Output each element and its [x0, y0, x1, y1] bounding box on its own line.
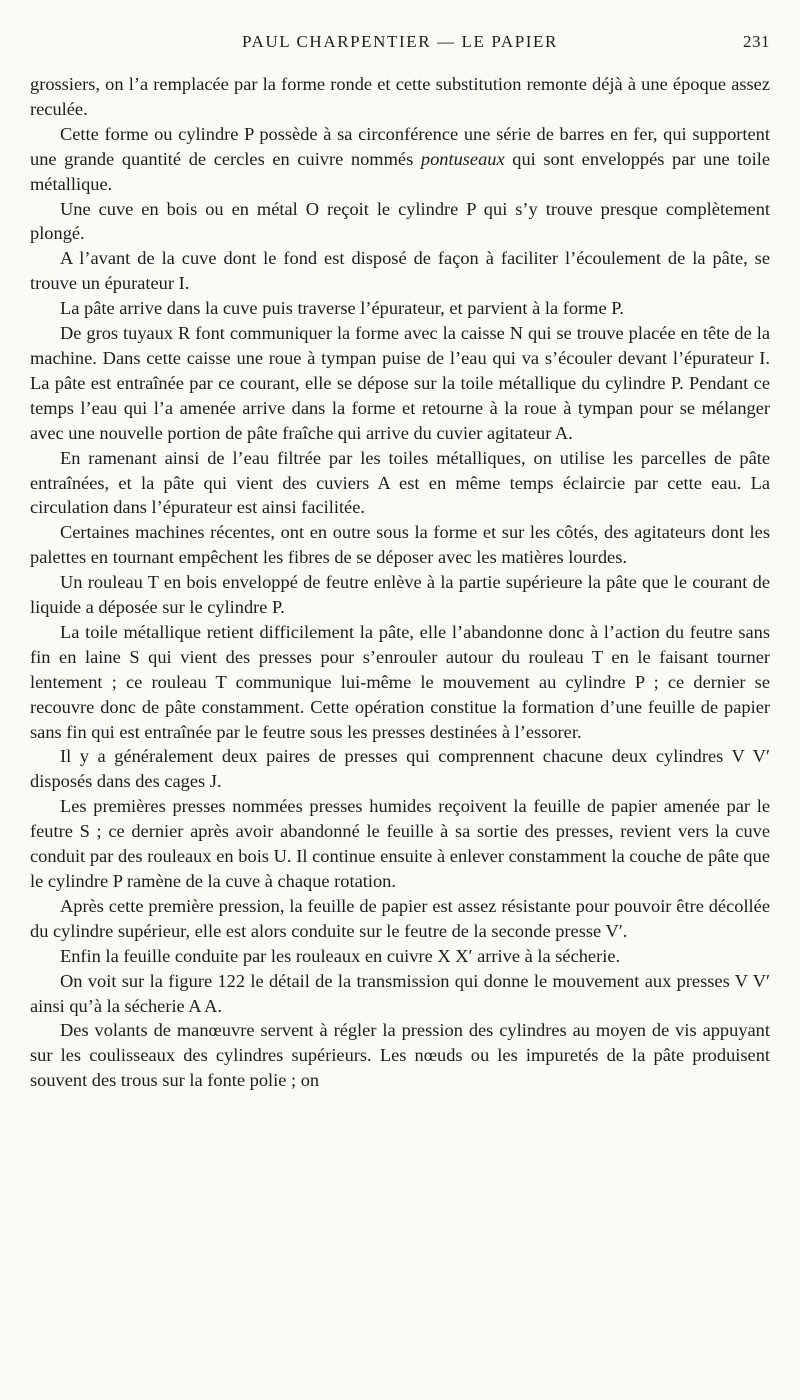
- paragraph: La pâte arrive dans la cuve puis traverse l’épurateur, et parvient à la forme P.: [60, 298, 625, 319]
- paragraph: Certaines machines récentes, ont en outre sous la forme et sur les côtés, des agitateurs dont les palettes en tournant empêchent les fibres de se déposer avec les matières lourdes.: [30, 522, 770, 568]
- paragraph-text: Cette forme ou cylindre P possède à sa circonférence une série de barres en fer, qui supportent une grande quantité de cercles en cuivre nommés: [30, 123, 770, 169]
- paragraph: Les premières presses nommées presses humides reçoivent la feuille de papier amenée par le feutre S ; ce dernier après avoir abandonné le feuille à sa sortie des presses, revient vers la cuve conduit par des rouleaux en bois U. Il continue ensuite à enlever constamment la couche de pâte que le cylindre P ramène de la cuve à chaque rotation.: [30, 796, 770, 891]
- paragraph: grossiers, on l’a remplacée par la forme ronde et cette substitution remonte déjà à une époque assez reculée.: [30, 74, 770, 119]
- paragraph: On voit sur la figure 122 le détail de la transmission qui donne le mouvement aux presses V V′ ainsi qu’à la sécherie A A.: [30, 970, 770, 1016]
- running-title: PAUL CHARPENTIER — LE PAPIER: [242, 32, 558, 51]
- page-header: [30, 32, 770, 58]
- body-text: [30, 72, 770, 1093]
- paragraph: La toile métallique retient difficilement la pâte, elle l’abandonne donc à l’action du feutre sans fin en laine S qui vient des presses pour s’enrouler autour du rouleau T en le faisant tourner lentement ; ce rouleau T communique lui-même le mouvement au cylindre P ; ce dernier se recouvre donc de pâte constamment. Cette opération constitue la formation d’une feuille de papier sans fin qui est entraînée par le feutre sous les presses destinées à l’essorer.: [30, 621, 770, 742]
- paragraph: Une cuve en bois ou en métal O reçoit le cylindre P qui s’y trouve presque complètement plongé.: [30, 198, 770, 244]
- paragraph: Il y a généralement deux paires de presses qui comprennent chacune deux cylindres V V′ disposés dans des cages J.: [30, 746, 770, 792]
- page-number: 231: [743, 32, 770, 51]
- paragraph: Un rouleau T en bois enveloppé de feutre enlève à la partie supérieure la pâte que le courant de liquide a déposée sur le cylindre P.: [30, 572, 770, 618]
- paragraph: Enfin la feuille conduite par les rouleaux en cuivre X X′ arrive à la sécherie.: [60, 945, 621, 966]
- paragraph: De gros tuyaux R font communiquer la forme avec la caisse N qui se trouve placée en tête de la machine. Dans cette caisse une roue à tympan puise de l’eau qui va s’écouler devant l’épurateur I. La pâte est entraînée par ce courant, elle se dépose sur la toile métallique du cylindre P. Pendant ce temps l’eau qui l’a amenée arrive dans la forme et retourne à la roue à tympan pour se mélanger avec une nouvelle portion de pâte fraîche qui arrive du cuvier agitateur A.: [30, 323, 770, 443]
- paragraph: Des volants de manœuvre servent à régler la pression des cylindres au moyen de vis appuyant sur les coulisseaux des cylindres supérieurs. Les nœuds ou les impuretés de la pâte produisent souvent des trous sur la fonte polie ; on: [30, 1020, 770, 1091]
- paragraph: A l’avant de la cuve dont le fond est disposé de façon à faciliter l’écoulement de la pâte, se trouve un épurateur I.: [30, 248, 770, 294]
- paragraph-text: qui sont enveloppés par une toile métallique.: [30, 148, 771, 194]
- paragraph: [30, 122, 770, 197]
- italic-term: pontuseaux: [420, 148, 505, 169]
- paragraph: En ramenant ainsi de l’eau filtrée par les toiles métalliques, on utilise les parcelles de pâte entraînées, et la pâte qui vient des cuviers A est en même temps éclaircie par cette eau. La circulation dans l’épurateur est ainsi facilitée.: [30, 447, 770, 518]
- book-page: [30, 0, 770, 1400]
- paragraph: Après cette première pression, la feuille de papier est assez résistante pour pouvoir être décollée du cylindre supérieur, elle est alors conduite sur le feutre de la seconde presse V′.: [30, 895, 770, 941]
